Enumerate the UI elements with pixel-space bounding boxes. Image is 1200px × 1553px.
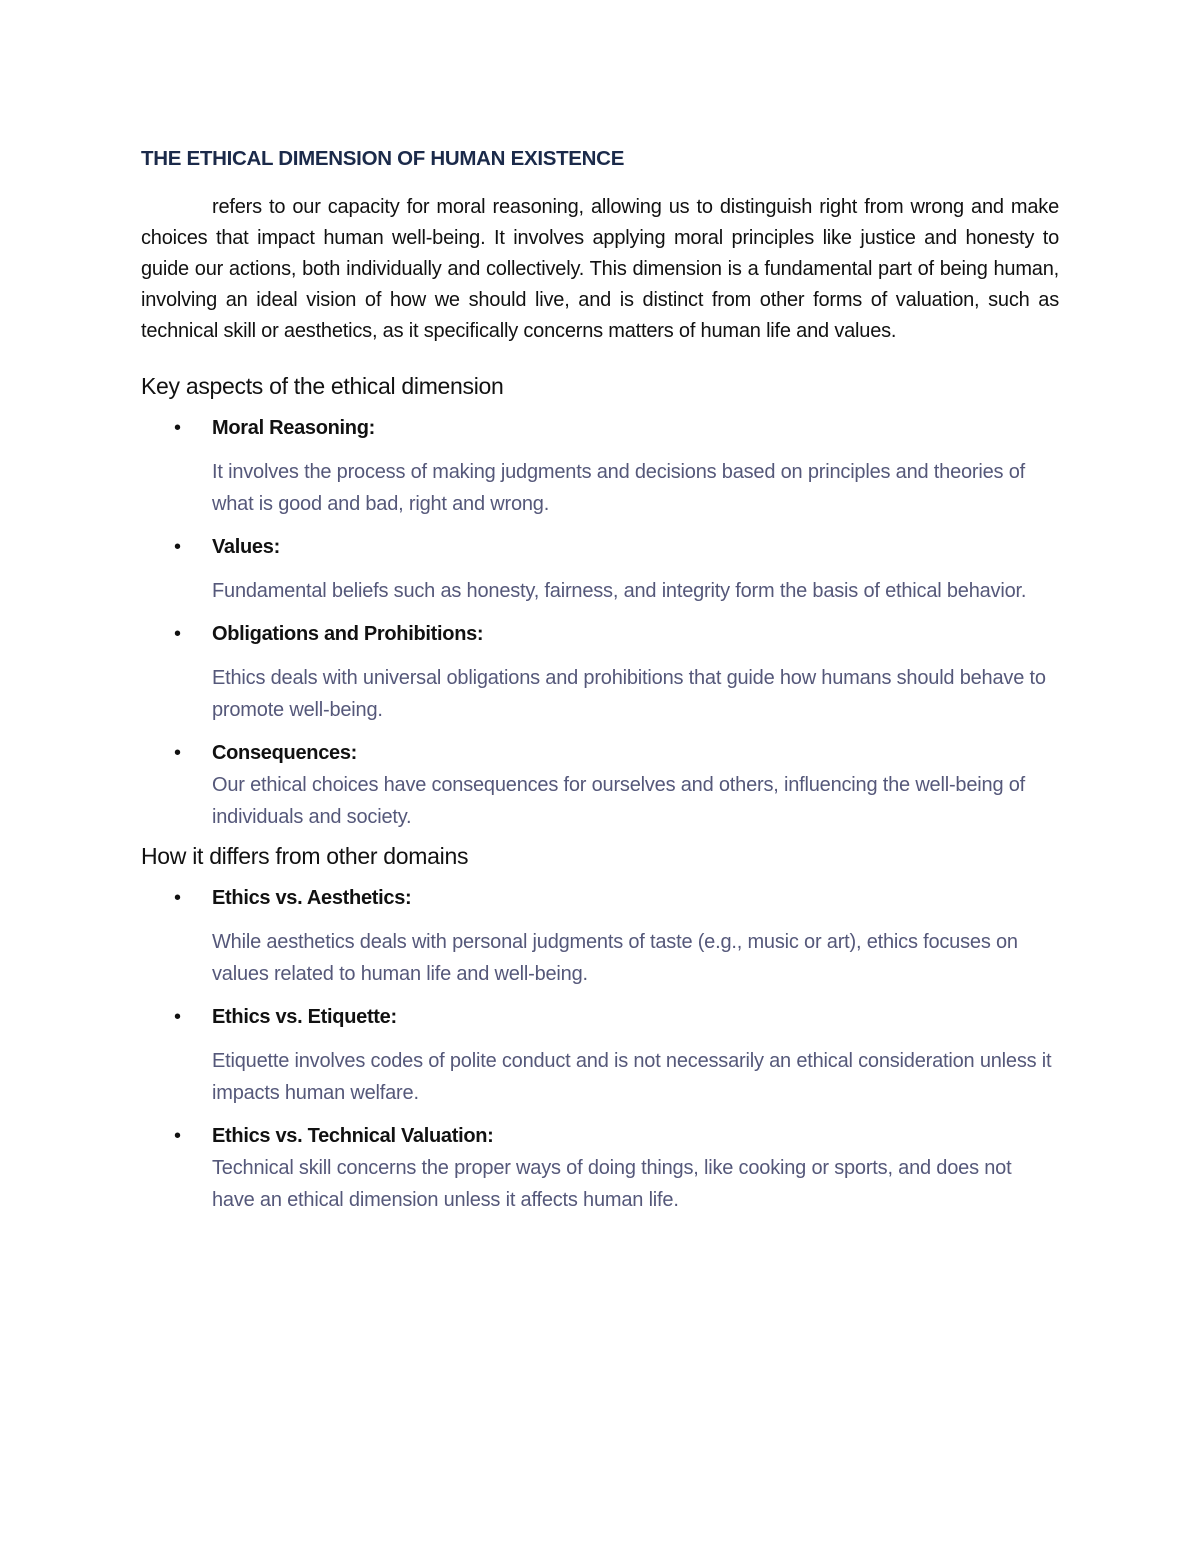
section-heading-key-aspects: Key aspects of the ethical dimension [141,373,504,399]
list-item-consequences [141,738,1059,833]
bullet-icon: • [174,1125,182,1147]
item-description: While aesthetics deals with personal judgments of taste (e.g., music or art), ethics focuses on values related to human life and well-being. [212,931,1018,985]
document-content [141,146,1059,1216]
list-item-obligations [141,619,1059,726]
list-item-etiquette [141,1002,1059,1109]
item-label: Moral Reasoning: [212,417,375,439]
item-label: Ethics vs. Technical Valuation: [212,1125,494,1147]
bullet-icon: • [174,1006,182,1028]
item-description: Technical skill concerns the proper ways of doing things, like cooking or sports, and does not have an ethical dimension unless it affects human life. [212,1157,1012,1211]
item-label: Consequences: [212,742,358,764]
item-description: Ethics deals with universal obligations and prohibitions that guide how humans should behave to promote well-being. [212,667,1046,721]
bullet-icon: • [174,742,182,764]
differences-list [141,883,1059,1216]
item-description: It involves the process of making judgments and decisions based on principles and theories of what is good and bad, right and wrong. [212,461,1025,515]
item-description: Our ethical choices have consequences for ourselves and others, influencing the well-being of individuals and society. [212,774,1026,828]
bullet-icon: • [174,623,182,645]
key-aspects-list [141,413,1059,833]
list-item-moral-reasoning [141,413,1059,520]
list-item-values [141,532,1059,607]
intro-paragraph: refers to our capacity for moral reasoning, allowing us to distinguish right from wrong and make choices that impact human well-being. It involves applying moral principles like justice and honesty to guide our actions, both individually and collectively. This dimension is a fundamental part of being human, involving an ideal vision of how we should live, and is distinct from other forms of valuation, such as technical skill or aesthetics, as it specifically concerns matters of human life and values. [141,196,1059,342]
item-description: Etiquette involves codes of polite conduct and is not necessarily an ethical consideration unless it impacts human welfare. [212,1050,1052,1104]
list-item-aesthetics [141,883,1059,990]
item-label: Ethics vs. Etiquette: [212,1006,397,1028]
item-label: Obligations and Prohibitions: [212,623,484,645]
document-title: THE ETHICAL DIMENSION OF HUMAN EXISTENCE [141,147,625,170]
item-label: Ethics vs. Aesthetics: [212,887,412,909]
bullet-icon: • [174,536,182,558]
item-label: Values: [212,536,280,558]
bullet-icon: • [174,417,182,439]
list-item-technical-valuation [141,1121,1059,1216]
item-description: Fundamental beliefs such as honesty, fairness, and integrity form the basis of ethical behavior. [212,580,1027,602]
bullet-icon: • [174,887,182,909]
section-heading-differences: How it differs from other domains [141,843,469,869]
